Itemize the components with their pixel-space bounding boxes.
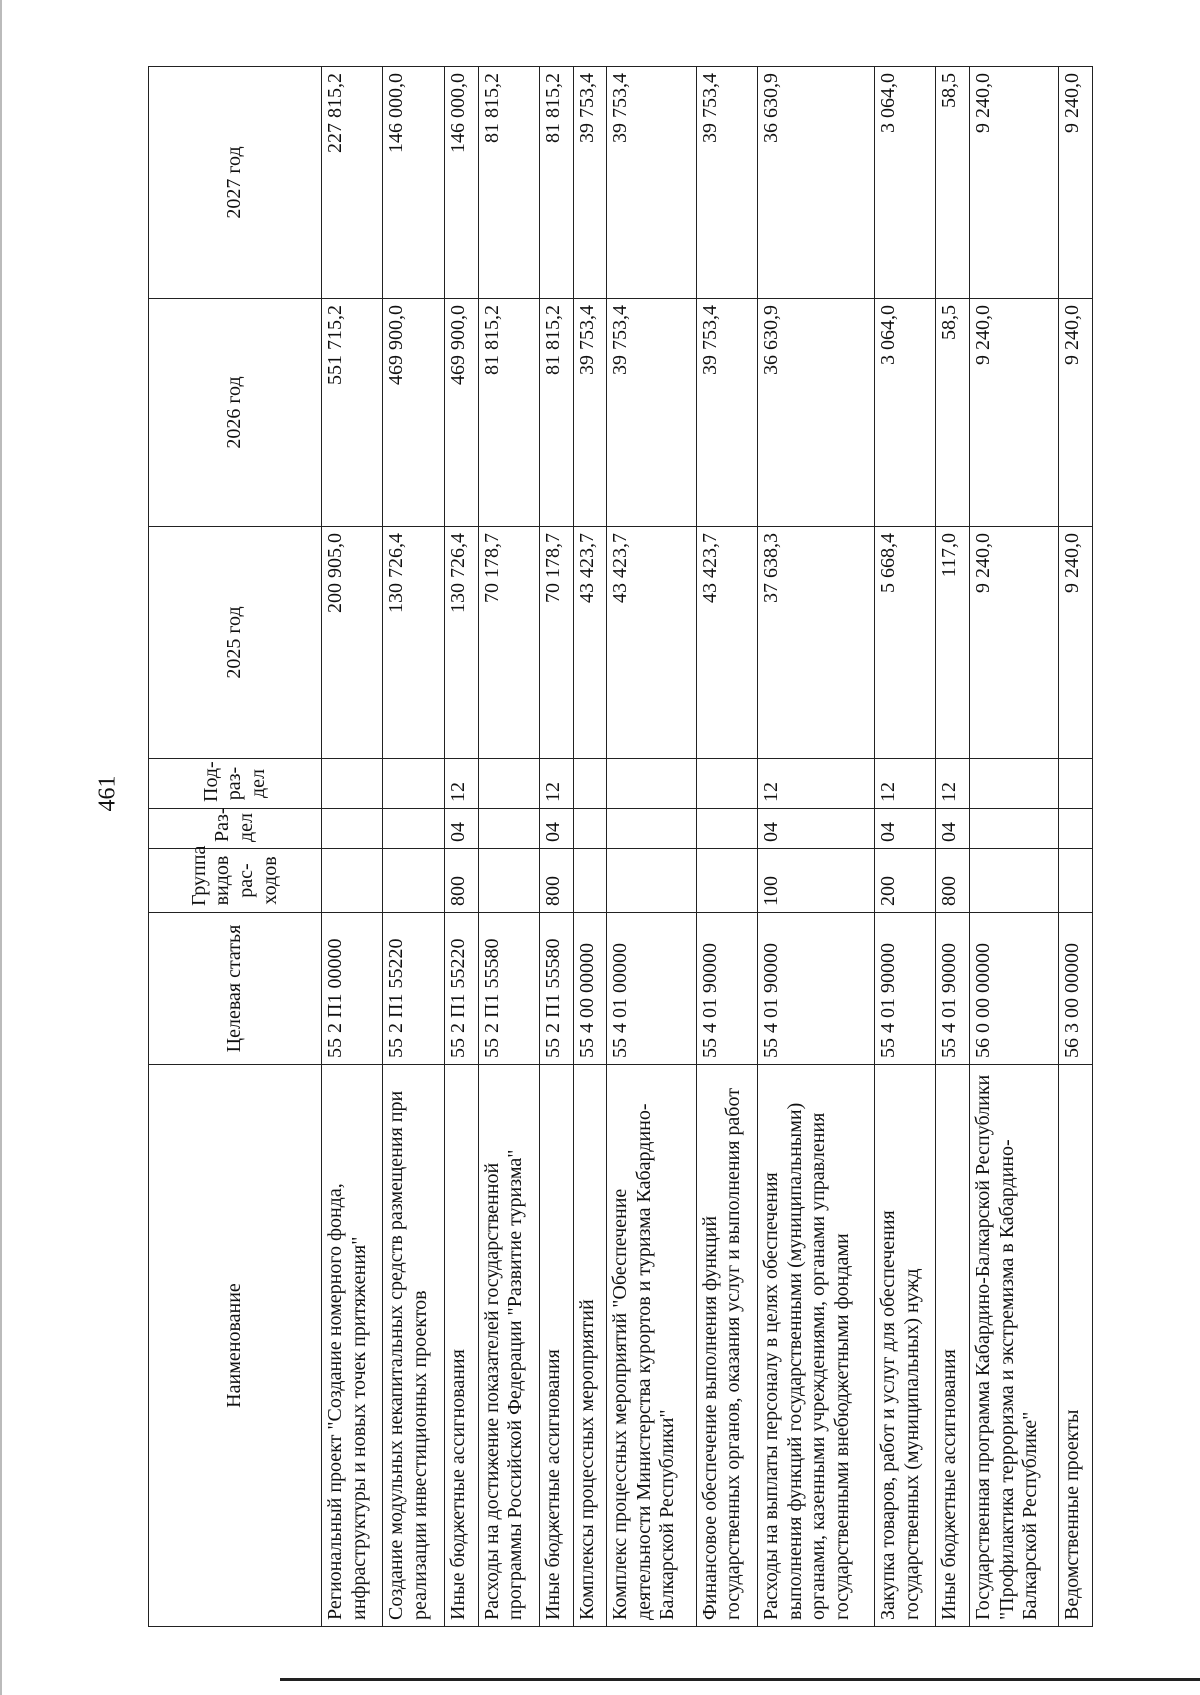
cell-target: 55 4 01 90000 [874, 913, 935, 1065]
cell-2026: 9 240,0 [1059, 299, 1093, 527]
cell-section [478, 809, 539, 849]
cell-2025: 37 638,3 [757, 527, 874, 759]
header-group: Группа видов рас-ходов [149, 849, 322, 913]
cell-name: Создание модульных некапитальных средств размещения при реализации инвестиционных проектов [383, 1065, 444, 1627]
cell-name: Иные бюджетные ассигнования [539, 1065, 573, 1627]
cell-section [573, 809, 607, 849]
cell-2025: 130 726,4 [383, 527, 444, 759]
cell-2026: 39 753,4 [696, 299, 757, 527]
cell-target: 55 2 П1 55220 [444, 913, 478, 1065]
cell-subsection [478, 759, 539, 809]
cell-target: 55 2 П1 55580 [539, 913, 573, 1065]
cell-section [383, 809, 444, 849]
cell-2027: 39 753,4 [573, 67, 607, 299]
cell-section: 04 [757, 809, 874, 849]
cell-subsection [607, 759, 696, 809]
cell-2025: 43 423,7 [696, 527, 757, 759]
cell-group: 100 [757, 849, 874, 913]
cell-2026: 81 815,2 [539, 299, 573, 527]
cell-target: 56 3 00 00000 [1059, 913, 1093, 1065]
table-row [322, 67, 383, 1627]
table-body [322, 67, 1093, 1627]
cell-subsection: 12 [936, 759, 970, 809]
table-row [696, 67, 757, 1627]
table-row [478, 67, 539, 1627]
cell-2025: 200 905,0 [322, 527, 383, 759]
cell-name: Закупка товаров, работ и услуг для обеспечения государственных (муниципальных) нужд [874, 1065, 935, 1627]
cell-2026: 551 715,2 [322, 299, 383, 527]
cell-2027: 9 240,0 [1059, 67, 1093, 299]
cell-section: 04 [936, 809, 970, 849]
cell-2027: 81 815,2 [478, 67, 539, 299]
cell-2026: 9 240,0 [970, 299, 1059, 527]
cell-subsection [573, 759, 607, 809]
cell-group [383, 849, 444, 913]
cell-2027: 36 630,9 [757, 67, 874, 299]
cell-name: Региональный проект "Создание номерного фонда, инфраструктуры и новых точек притяжения" [322, 1065, 383, 1627]
cell-subsection: 12 [757, 759, 874, 809]
cell-2027: 39 753,4 [607, 67, 696, 299]
cell-subsection [322, 759, 383, 809]
cell-group [573, 849, 607, 913]
cell-2025: 43 423,7 [573, 527, 607, 759]
cell-group [322, 849, 383, 913]
cell-section [1059, 809, 1093, 849]
cell-subsection: 12 [539, 759, 573, 809]
cell-target: 55 4 01 90000 [757, 913, 874, 1065]
cell-subsection [696, 759, 757, 809]
header-row [149, 67, 322, 1627]
header-2027: 2027 год [149, 67, 322, 299]
table-row [936, 67, 970, 1627]
cell-group [478, 849, 539, 913]
cell-2026: 81 815,2 [478, 299, 539, 527]
table-row [874, 67, 935, 1627]
cell-2025: 9 240,0 [1059, 527, 1093, 759]
header-2025: 2025 год [149, 527, 322, 759]
table-row [444, 67, 478, 1627]
cell-group: 200 [874, 849, 935, 913]
cell-name: Расходы на выплаты персоналу в целях обеспечения выполнения функций государственными (муниципальными) органами, казенными учреждениями, органами управления государственными внебюджетными фондами [757, 1065, 874, 1627]
cell-subsection [383, 759, 444, 809]
cell-2027: 39 753,4 [696, 67, 757, 299]
cell-target: 55 4 01 90000 [696, 913, 757, 1065]
table-row [970, 67, 1059, 1627]
budget-table [148, 66, 1093, 1627]
table-row [383, 67, 444, 1627]
cell-section: 04 [874, 809, 935, 849]
cell-section: 04 [444, 809, 478, 849]
cell-name: Иные бюджетные ассигнования [936, 1065, 970, 1627]
cell-target: 55 2 П1 55580 [478, 913, 539, 1065]
table-row [539, 67, 573, 1627]
cell-name: Комплексы процессных мероприятий [573, 1065, 607, 1627]
cell-subsection [1059, 759, 1093, 809]
cell-subsection: 12 [874, 759, 935, 809]
header-subsection: Под-раз-дел [149, 759, 322, 809]
cell-2026: 39 753,4 [573, 299, 607, 527]
cell-2026: 3 064,0 [874, 299, 935, 527]
cell-2027: 81 815,2 [539, 67, 573, 299]
cell-target: 55 4 00 00000 [573, 913, 607, 1065]
cell-section [607, 809, 696, 849]
cell-name: Иные бюджетные ассигнования [444, 1065, 478, 1627]
cell-2026: 36 630,9 [757, 299, 874, 527]
cell-2026: 58,5 [936, 299, 970, 527]
cell-2025: 43 423,7 [607, 527, 696, 759]
cell-section [322, 809, 383, 849]
cell-target: 55 2 П1 55220 [383, 913, 444, 1065]
cell-2025: 117,0 [936, 527, 970, 759]
cell-group: 800 [936, 849, 970, 913]
cell-2025: 130 726,4 [444, 527, 478, 759]
cell-2025: 9 240,0 [970, 527, 1059, 759]
header-2026: 2026 год [149, 299, 322, 527]
cell-target: 55 2 П1 00000 [322, 913, 383, 1065]
cell-2025: 5 668,4 [874, 527, 935, 759]
cell-section [696, 809, 757, 849]
cell-target: 55 4 01 90000 [936, 913, 970, 1065]
cell-2027: 9 240,0 [970, 67, 1059, 299]
cell-name: Комплекс процессных мероприятий "Обеспечение деятельности Министерства курортов и туризма Кабардино-Балкарской Республики" [607, 1065, 696, 1627]
table-row [607, 67, 696, 1627]
footer-rule [280, 1678, 1200, 1681]
cell-subsection: 12 [444, 759, 478, 809]
cell-group [1059, 849, 1093, 913]
scan-edge [0, 0, 2, 1695]
cell-group: 800 [444, 849, 478, 913]
header-name: Наименование [149, 1065, 322, 1627]
table-row [1059, 67, 1093, 1627]
table-row [757, 67, 874, 1627]
cell-2027: 146 000,0 [383, 67, 444, 299]
cell-name: Государственная программа Кабардино-Балкарской Республики "Профилактика терроризма и экстремизма в Кабардино-Балкарской Республике" [970, 1065, 1059, 1627]
cell-2027: 146 000,0 [444, 67, 478, 299]
cell-target: 56 0 00 00000 [970, 913, 1059, 1065]
cell-section: 04 [539, 809, 573, 849]
cell-2026: 469 900,0 [383, 299, 444, 527]
cell-2027: 227 815,2 [322, 67, 383, 299]
cell-group [970, 849, 1059, 913]
header-section: Раз-дел [149, 809, 322, 849]
cell-name: Финансовое обеспечение выполнения функций государственных органов, оказания услуг и выполнения работ [696, 1065, 757, 1627]
cell-group [696, 849, 757, 913]
cell-2026: 469 900,0 [444, 299, 478, 527]
page-number: 461 [94, 775, 121, 812]
cell-2027: 58,5 [936, 67, 970, 299]
cell-2025: 70 178,7 [478, 527, 539, 759]
cell-group [607, 849, 696, 913]
cell-name: Расходы на достижение показателей государственной программы Российской Федерации "Развитие туризма" [478, 1065, 539, 1627]
cell-2026: 39 753,4 [607, 299, 696, 527]
cell-subsection [970, 759, 1059, 809]
cell-target: 55 4 01 00000 [607, 913, 696, 1065]
cell-2027: 3 064,0 [874, 67, 935, 299]
cell-group: 800 [539, 849, 573, 913]
cell-name: Ведомственные проекты [1059, 1065, 1093, 1627]
table-row [573, 67, 607, 1627]
cell-section [970, 809, 1059, 849]
cell-2025: 70 178,7 [539, 527, 573, 759]
header-target: Целевая статья [149, 913, 322, 1065]
rotated-table-container [148, 67, 1093, 1627]
